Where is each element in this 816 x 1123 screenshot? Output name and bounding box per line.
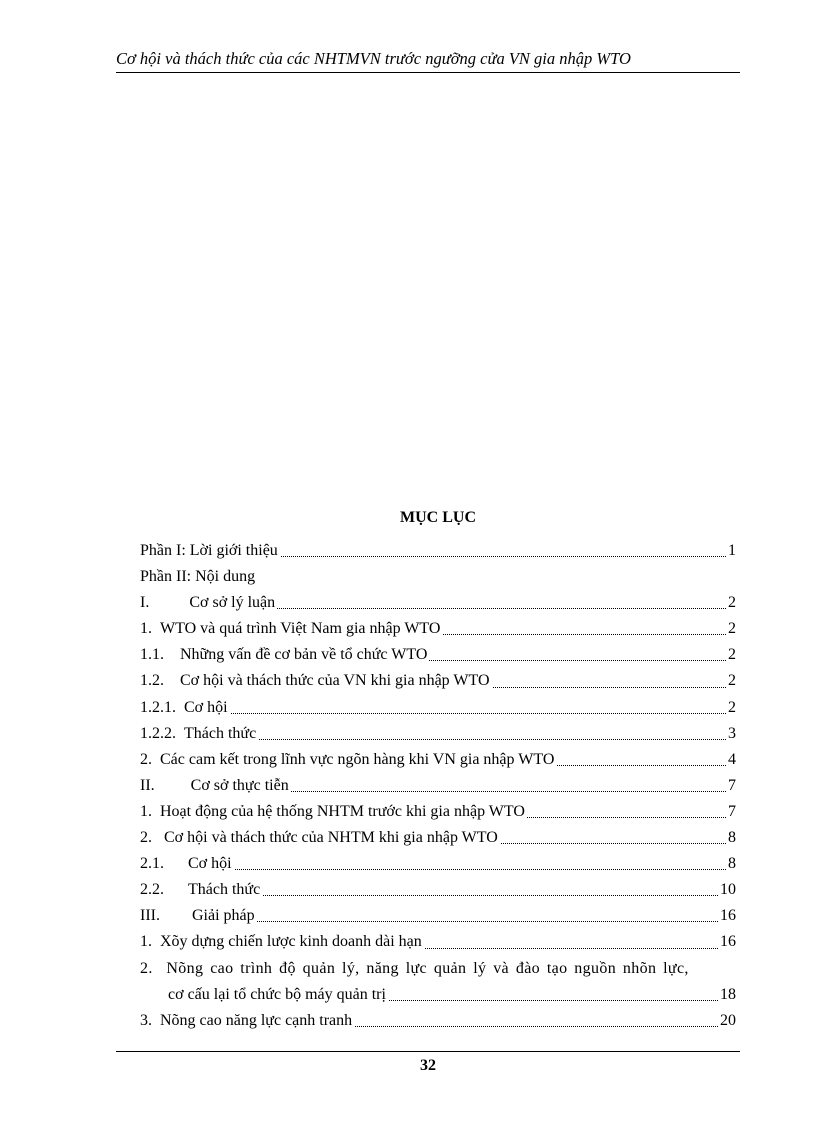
page-number: 32 [420,1057,436,1074]
toc-entry-label: 1.2.1. Cơ hội [140,698,228,716]
toc-entry[interactable] [140,1008,736,1034]
running-header: Cơ hội và thách thức của các NHTMVN trước ngưỡng cửa VN gia nhập WTO [116,49,631,68]
toc-entry-page: 2 [726,590,736,616]
toc-entry-label: 1.2.2. Thách thức [140,724,257,742]
toc-entry-label: 2. Các cam kết trong lĩnh vực ngõn hàng khi VN gia nhập WTO [140,750,555,768]
toc-entry[interactable] [140,616,736,642]
header-divider [116,72,740,73]
toc-entry-label: 1. Xõy dựng chiến lược kinh doanh dài hạn [140,933,422,951]
toc-entry[interactable] [140,956,736,982]
toc-entry-page: 16 [718,929,736,955]
toc-entry[interactable] [140,877,736,903]
toc-entry-label: 2.1. Cơ hội [140,855,232,873]
toc-entry-page: 8 [726,851,736,877]
toc-entry-page: 10 [718,877,736,903]
toc-entry[interactable] [140,799,736,825]
toc-entry-label: Phần I: Lời giới thiệu [140,542,278,559]
toc-entry-page: 2 [726,642,736,668]
toc-entry-page: 7 [726,799,736,825]
toc-entry-label: 1. Hoạt động của hệ thống NHTM trước khi gia nhập WTO [140,802,525,820]
toc-entry-label: 2. Cơ hội và thách thức của NHTM khi gia nhập WTO [140,829,498,847]
toc-entry-label: 1. WTO và quá trình Việt Nam gia nhập WTO [140,620,441,638]
toc-entry[interactable] [140,668,736,694]
toc-entry-page: 2 [726,668,736,694]
toc-entry[interactable] [140,747,736,773]
toc-entry-label: 1.2. Cơ hội và thách thức của VN khi gia nhập WTO [140,672,490,690]
toc-entry-label: 3. Nõng cao năng lực cạnh tranh [140,1011,353,1029]
toc-entry-page: 8 [726,825,736,851]
toc-entry-page: 18 [718,982,736,1008]
toc-entry-label: III. Giải pháp [140,907,255,925]
toc-entry[interactable] [140,590,736,616]
toc-entry-page: 2 [726,616,736,642]
toc-entry[interactable] [140,825,736,851]
toc-entry-page: 7 [726,773,736,799]
toc-entry-label: I. Cơ sở lý luận [140,594,276,612]
toc-entry[interactable] [140,929,736,955]
toc-entry-label: 2. Nõng cao trình độ quản lý, năng lực quản lý và đào tạo nguồn nhõn lực, [140,959,689,977]
toc-entry-label: 2.2. Thách thức [140,881,261,899]
toc-entry[interactable] [140,538,736,564]
toc-entry-page: 16 [718,903,736,929]
toc-entry[interactable] [140,642,736,668]
toc-entry[interactable] [140,773,736,799]
toc-entry[interactable] [140,982,736,1008]
toc-entry-page: 20 [718,1008,736,1034]
toc-entry[interactable] [140,564,736,590]
toc-entry-label: 1.1. Những vấn đề cơ bản về tổ chức WTO [140,646,428,664]
footer-divider [116,1051,740,1052]
toc-entry[interactable] [140,721,736,747]
toc-entry[interactable] [140,903,736,929]
toc-entry-label: Phần II: Nội dung [140,568,256,586]
toc-entry-page: 2 [726,695,736,721]
toc-entry-label: II. Cơ sở thực tiễn [140,776,289,794]
toc-entry-label: cơ cấu lại tổ chức bộ máy quản trị [140,985,386,1003]
toc-entry-page: 4 [726,747,736,773]
toc-entry[interactable] [140,851,736,877]
toc-entry[interactable] [140,695,736,721]
toc-title: MỤC LỤC [400,509,476,526]
toc-entry-page: 3 [726,721,736,747]
toc-entry-page: 1 [726,538,736,564]
table-of-contents [140,538,736,1034]
